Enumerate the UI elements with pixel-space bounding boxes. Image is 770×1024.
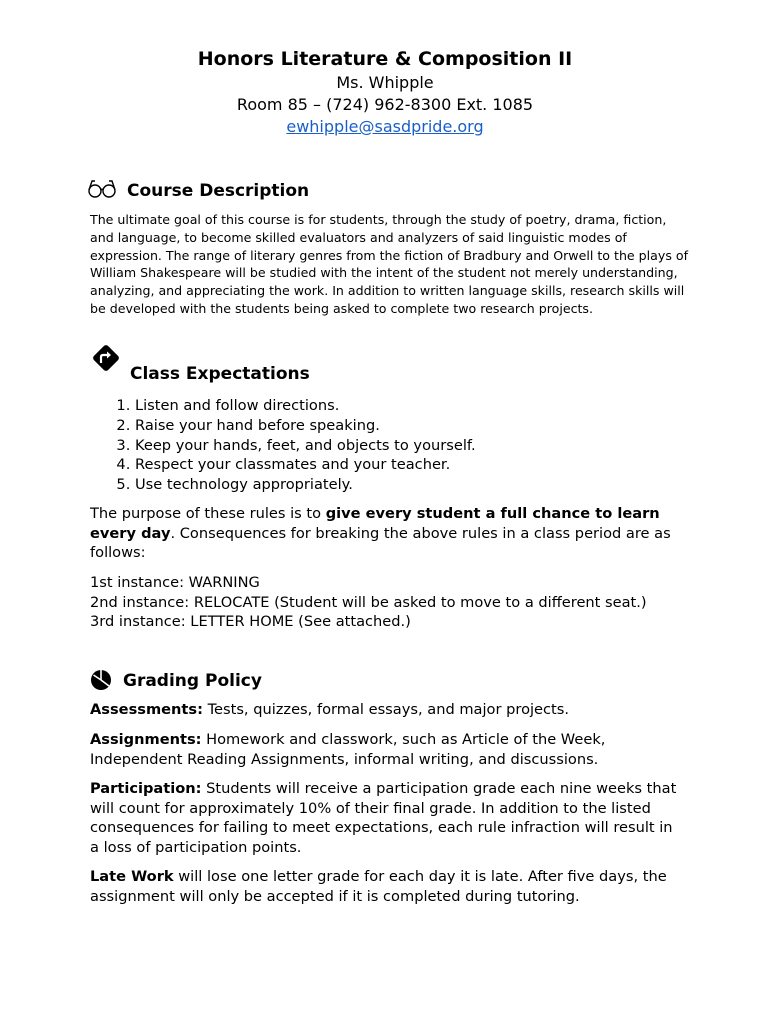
assignments-item: Assignments: Homework and classwork, such as Article of the Week, Independent Reading Assignments, informal writing, and discussions. <box>90 731 606 768</box>
rules-purpose: The purpose of these rules is to give every student a full chance to learn every day. Consequences for breaking the above rules in a class period are as follows: <box>90 505 671 562</box>
list-item: 5. Use technology appropriately. <box>135 475 476 495</box>
list-item: 3. Keep your hands, feet, and objects to yourself. <box>135 436 476 456</box>
grading-policy-heading <box>90 667 262 695</box>
course-title: Honors Literature & Composition II <box>197 48 573 70</box>
list-item: 4. Respect your classmates and your teacher. <box>135 455 476 475</box>
list-item: 3rd instance: LETTER HOME (See attached.) <box>90 613 411 631</box>
list-item: 1. Listen and follow directions. <box>135 396 476 416</box>
participation-item: Participation: Students will receive a participation grade each nine weeks that will count for approximately 10% of their final grade. In addition to the listed consequences for failing to meet expectations, each rule infraction will result in a loss of participation points. <box>90 780 677 856</box>
document-header <box>0 46 770 138</box>
section-title: Course Description <box>127 181 310 201</box>
teacher-name: Ms. Whipple <box>336 73 434 92</box>
class-expectations-heading <box>130 364 310 384</box>
section-title: Class Expectations <box>130 364 310 384</box>
rules-list <box>90 396 476 495</box>
list-item: 2nd instance: RELOCATE (Student will be asked to move to a different seat.) <box>90 593 647 611</box>
course-description-text: The ultimate goal of this course is for students, through the study of poetry, drama, fiction, and language, to become skilled evaluators and analyzers of said linguistic modes of expression. The range of literary genres from the fiction of Bradbury and Orwell to the plays of William Shakespeare will be studied with the intent of the student not merely understanding, analyzing, and appreciating the work. In addition to written language skills, research skills will be developed with the students being asked to complete two research projects. <box>90 212 689 316</box>
late-work-item: Late Work will lose one letter grade for each day it is late. After five days, the assignment will only be accepted if it is completed during tutoring. <box>90 868 667 905</box>
email-link[interactable]: ewhipple@sasdpride.org <box>286 117 484 136</box>
assessments-item: Assessments: Tests, quizzes, formal essays, and major projects. <box>90 701 570 718</box>
glasses-icon <box>87 178 117 204</box>
section-title: Grading Policy <box>123 671 262 691</box>
consequences-list <box>90 573 690 632</box>
course-description-heading <box>87 178 309 204</box>
contact-info: Room 85 – (724) 962-8300 Ext. 1085 <box>236 95 534 114</box>
turn-right-sign-icon <box>90 342 122 378</box>
pie-chart-icon <box>90 667 112 695</box>
list-item: 2. Raise your hand before speaking. <box>135 416 476 436</box>
list-item: 1st instance: WARNING <box>90 574 260 591</box>
